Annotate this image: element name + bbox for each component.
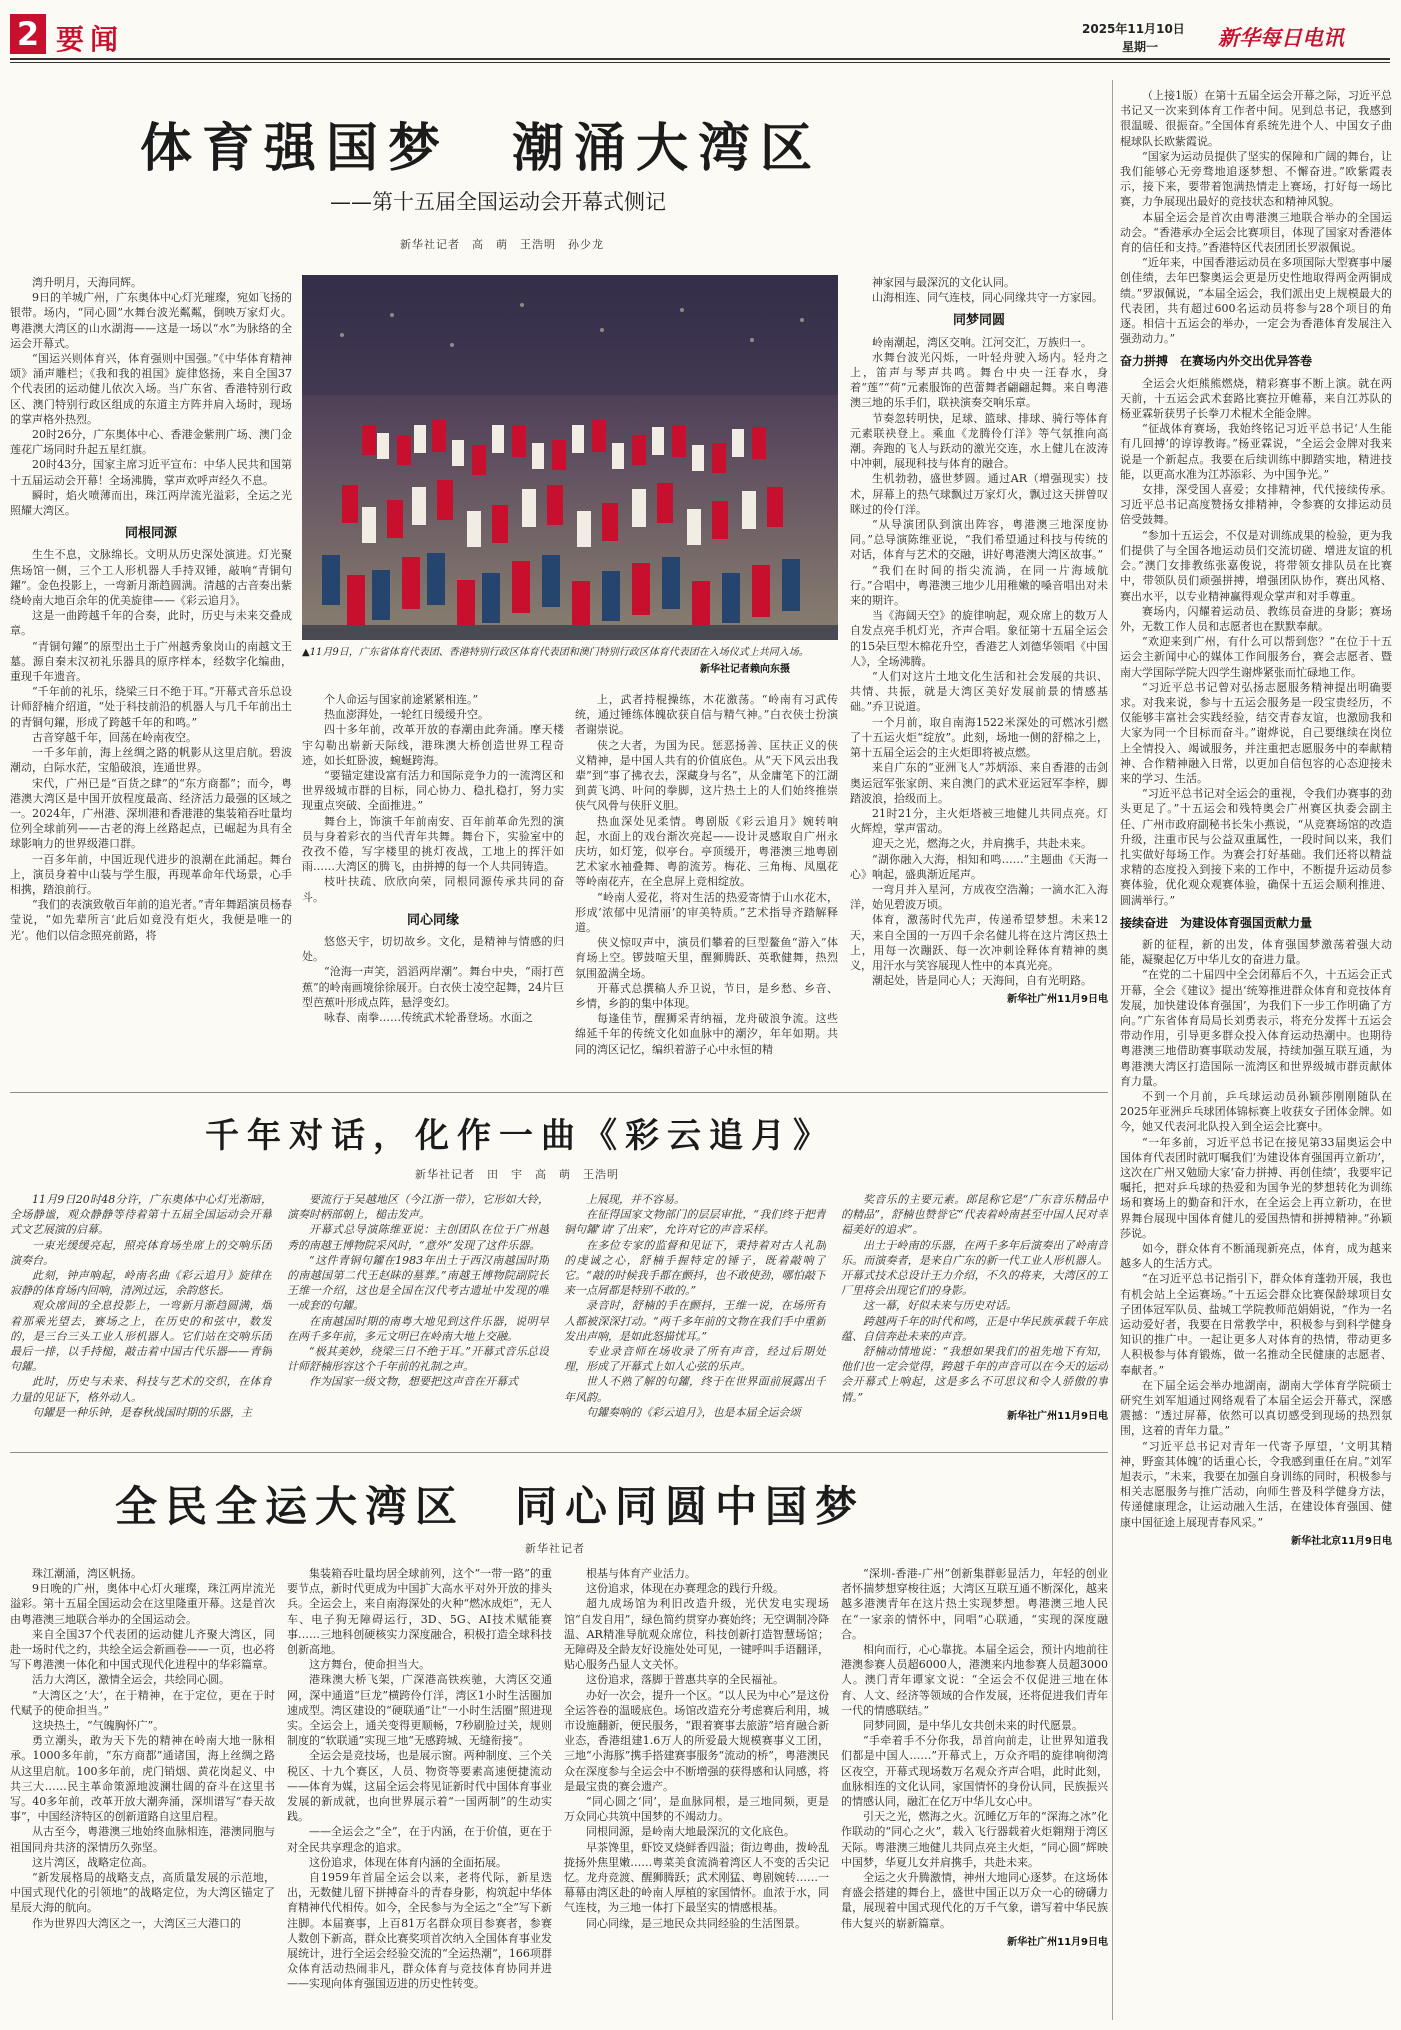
article-paragraph: “岭南人爱花，将对生活的热爱寄情于山水花木，形成‘浓郁中见清丽’的审美特质。”艺术指导齐踏解释道。	[575, 890, 838, 935]
article-paragraph: “欢迎来到广州，有什么可以帮到您？”在位于十五运会主新闻中心的媒体工作间服务台，赛会志愿者、暨南大学国际学院大四学生谢烨紧张而忙碌地工作。	[1120, 635, 1392, 679]
article-paragraph: 来自全国37个代表团的运动健儿齐聚大湾区，同赴一场时代之约，共绘全运会新画卷——一页，也必将写下粤港澳一体化和中国式现代化进程中的华彩篇章。	[10, 1627, 275, 1672]
article-paragraph: 这份追求，体现在体育内涵的全面拓展。	[309, 1855, 507, 1869]
masthead-rule-thin	[10, 62, 1390, 63]
article-paragraph: 奖音乐的主要元素。郎昆称它是“广东音乐精品中的精品”，舒楠也赞誉它“代表着岭南甚至中国人民对幸福美好的追求”。	[841, 1193, 1108, 1237]
article-paragraph: 枝叶扶疏、欣欣向荣，同根同源传承共同的奋斗。	[302, 875, 564, 904]
article-paragraph: 生生不息，文脉绵长。文明从历史深处演进。灯光聚焦场馆一侧，三个工人形机器人手持双锤，敲响“青铜句鑃”。金色投影上，一弯新月渐趋圆满。清越的古音奏出紫绕岭南大地百余年的优美旋律——《彩云追月》。	[10, 548, 292, 608]
article-paragraph: 在征得国家文物部门的层层审批，“我们终于把青铜句鑃‘请’了出来”，允许对它的声音采样。	[564, 1208, 826, 1237]
article-paragraph: 根基与体育产业活力。	[586, 1567, 696, 1580]
article-paragraph: 港珠澳大桥飞架，广深港高铁疾驰，大湾区交通网，深中通道“巨龙”横跨伶仃洋，湾区1小时生活圈加速成型。湾区建设的“硬联通”让“一小时生活圈”照进现实。全运会上，通关变得更顺畅，7秒刷脸过关，规则制度的“软联通”实现三地“无感跨城、无缝衔接”。	[287, 1673, 552, 1748]
article-paragraph: 古音穿越千年，回荡在岭南夜空。	[32, 730, 197, 744]
article-paragraph: 这份追求，落脚于普惠共享的全民福祉。	[586, 1673, 784, 1687]
photo-caption: ▲11月9日，广东省体育代表团、香港特别行政区体育代表团和澳门特别行政区体育代表团在入场仪式上共同入场。	[302, 647, 809, 658]
article-paragraph: 21时21分，主火炬塔被三地健儿共同点亮。灯火辉煌，掌声雷动。	[850, 806, 1108, 836]
article-paragraph: 每逢佳节，醒狮采青纳福，龙舟破浪争流。这些绵延千年的传统文化如血脉中的潮汐，年年如期。共同的湾区记忆，编织着游子心中永恒的精	[575, 1012, 838, 1056]
article-paragraph: 办好一次会，提升一个区。“以人民为中心”是这份全运答卷的温暖底色。场馆改造充分考虑赛后利用，城市设施翻新，便民服务，“跟着赛事去旅游”培育融合新业态，香港组建1.6万人的所爱最大规模赛事义工团，三地“小海豚”携手搭建赛事服务“流动的桥”，粤港澳民众在深度参与全运会中不断增强的获得感和认同感，将是最宝贵的赛会遗产。	[564, 1688, 829, 1793]
article-paragraph: 勇立潮头，敢为天下先的精神在岭南大地一脉相承。1000多年前，“东方商都”通诸国，海上丝绸之路从这里启航。100多年前，虎门销烟、黄花岗起义、中共三大……民主革命策源地波澜壮阔的奋斗在这里书写。40多年前，改革开放大潮奔涌，深圳谱写“春天故事”，中国经济特区的创新道路自这里启程。	[10, 1734, 275, 1824]
article-paragraph: 舒楠动情地说：“我想如果我们的祖先地下有知，他们也一定会觉得，跨越千年的声音可以在今天的运动会开幕式上响起，这是多么不可思议和令人骄傲的事情。”	[841, 1345, 1108, 1404]
article-paragraph: “要锚定建设富有活力和国际竞争力的一流湾区和世界级城市群的目标，同心协力、稳扎稳打，努力实现重点突破、全面推进。”	[302, 769, 564, 813]
article-paragraph: 侠之大者，为国为民。惩恶扬善、匡扶正义的侠义精神，是中国人共有的价值底色。从“天下风云出我辈”到“事了拂衣去，深藏身与名”，从金庸笔下的江湖到黄飞鸿、叶问的拳脚，这片热土上的人们始终推崇侠气风骨与侠肝义胆。	[575, 738, 838, 813]
article-paragraph: 活力大湾区，激情全运会，共绘同心圆。	[32, 1673, 230, 1687]
article-paragraph: 专业录音师在场收录了所有声音，经过后期处理，形成了开幕式上如人心弦的乐声。	[564, 1345, 826, 1374]
article-paragraph: 这份追求，体现在办赛理念的践行升级。	[586, 1582, 784, 1596]
article-paragraph: 这是一曲跨越千年的合奏，此时，历史与未来交叠成章。	[10, 609, 292, 638]
issue-date: 2025年11月10日	[1082, 22, 1185, 36]
article-paragraph: 热血深处见柔情。粤剧版《彩云追月》婉转响起，水面上的戏台渐次亮起——设计灵感取自广州永庆坊，如灯笼，似亭台。亭顶缓开，粤港澳三地粤剧艺术家水袖叠舞、粤韵流芳。梅花、三角梅、凤凰花等岭南花卉，在全息屏上竞相绽放。	[575, 814, 838, 889]
article-paragraph: “我们的表演致敬百年前的追光者。”青年舞蹈演员杨春莹说，“如先辈所言‘此后如竟没有炬火，我便是唯一的光’。他们以信念照亮前路，将	[10, 898, 292, 942]
article-paragraph: 20时26分，广东奥体中心、香港金紫荆广场、澳门金莲花广场同时升起五星红旗。	[10, 428, 292, 457]
article-paragraph: 湾升明月，天海同辉。	[32, 276, 142, 289]
article-paragraph: 如今，群众体育不断涌现新亮点，体育，成为越来越多人的生活方式。	[1120, 1242, 1392, 1271]
dateline-signature: 新华社广州11月9日电	[1007, 1410, 1108, 1422]
article-paragraph: “习近平总书记对全运会的重视，令我们办赛事的劲头更足了。”十五运会和残特奥会广州赛区执委会副主任、广州市政府副秘书长朱小燕说，“从竞赛场馆的改造升级，注重市民与公益双重属性，一段时间以来，我们扎实做好每场工作。为赛会打好基础。我们还将以精益求精的态度投入到接下来的工作中，不断提升运动员参赛体验，优化观众观赛体验，确保十五运会顺利推进、圆满举行。”	[1120, 787, 1392, 907]
article-paragraph: 女排，深受国人喜爱；女排精神，代代接续传承。习近平总书记高度赞扬女排精神，令参赛的女排运动员倍受鼓舞。	[1120, 483, 1392, 527]
article-paragraph: “习近平总书记曾对弘扬志愿服务精神提出明确要求。对我来说，参与十五运会服务是一段宝贵经历，不仅能够丰富社会实践经验，结交青春友谊，也激励我和大家为同一个目标而奋斗。”谢烨说，自己要继续在岗位上全情投入、竭诚服务，并注重把志愿服务中的奉献精神、合作精神融入日常，以更加自信包容的心态迎接未来的学习、生活。	[1120, 680, 1392, 785]
article-paragraph: 早茶馋里，虾饺叉烧鲜香四溢；街边粤曲，拨岭乱拢扬外焦里嫩……粤菜美食流淌着湾区人不变的舌尖记忆。龙舟竞渡、醒狮腾跃；武术刚猛、粤剧婉转……一幕幕由湾区赴的岭南人厚植的家国情怀。血浓于水，同气连枝，为三地一体打下最坚实的情感根基。	[564, 1840, 829, 1915]
article-paragraph: “国家为运动员提供了坚实的保障和广阔的舞台，让我们能够心无旁骛地追逐梦想、不懈奋进。”欧紫霞表示，接下来，要带着饱满热情走上赛场，打好每一场比赛，力争展现出最好的竞技状态和精神风貌。	[1120, 149, 1392, 209]
article-paragraph: “手牵着手不分你我，昂首向前走，让世界知道我们都是中国人……”开幕式上，万众齐唱的旋律响彻湾区夜空，开幕式现场数万名观众齐声合唱，此时此刻，血脉相连的文化认同，家国情怀的身份认同，民族振兴的情感认同，融汇在亿万中华儿女心中。	[841, 1734, 1108, 1809]
article-paragraph: 悠悠天宇，切切故乡。文化，是精神与情感的归处。	[302, 935, 564, 964]
dateline-signature: 新华社广州11月9日电	[1007, 1936, 1108, 1948]
subhead-tongxin: 同心同缘	[406, 912, 459, 928]
article-paragraph: 体育，激荡时代先声，传递希望梦想。未来12天，来自全国的一万四千余名健儿将在这片湾区热土上，用每一次蹦跃、每一次冲刺诠释体育精神的奥义，用汗水与笑容展现人性中的本真光亮。	[850, 913, 1108, 972]
article-paragraph: （上接1版）在第十五届全运会开幕之际，习近平总书记又一次来到体育工作者中间。见到总书记，我感到很温暖、很振奋。”全国体育系统先进个人、中国女子曲棍球队长欧紫霞说。	[1120, 89, 1392, 148]
article-paragraph: 四十多年前，改革开放的春潮由此奔涌。摩天楼宇勾勒出崭新天际线，港珠澳大桥创造世界工程奇迹，如长虹卧波，蜿蜒跨海。	[302, 723, 564, 767]
article-paragraph: 录音时，舒楠的手在颤抖，王维一说，在场所有人都被深深打动。“两千多年前的文物在我们手中重新发出声响，是如此怒描忧耳。”	[564, 1299, 826, 1343]
article-paragraph: 9日晚的广州，奥体中心灯火璀璨，珠江两岸流光溢彩。第十五届全国运动会在这里隆重开幕。这是首次由粤港澳三地联合举办的全国运动会。	[10, 1582, 275, 1626]
story3-column-3	[564, 1566, 829, 2020]
article-paragraph: 相向而行，心心靠拢。本届全运会，预计内地前往港澳参赛人员超6000人，港澳来内地参赛人员超3000人。澳门青年谭家文说：“全运会不仅促进三地在体育、人文、经济等领域的合作发展，还将促进我们青年一代的情感联结。”	[841, 1643, 1108, 1717]
article-paragraph: “一年多前，习近平总书记在接见第33届奥运会中国体育代表团时就叮嘱我们‘为建设体育强国再立新功’，这次在广州又勉励大家‘奋力拼搏、再创佳绩’，我要牢记嘱托，把对乒乓球的热爱和为国争光的梦想转化为训练场和赛场上的勤奋和汗水，在全运会上再立新功，在世界舞台展现中国体育健儿的爱国热情和拼搏精神。”孙颖莎说。	[1120, 1135, 1392, 1240]
article-paragraph: “湖你融入大海，相知和鸣……”主题曲《天海一心》响起，盛典渐近尾声。	[850, 852, 1108, 881]
article-paragraph: 当《海阔天空》的旋律响起，观众席上的数万人自发点亮手机灯光，齐声合唱。象征第十五届全运会的15朵巨型木棉花升空，香港艺人刘德华领唱《中国人》，全场沸腾。	[850, 609, 1108, 668]
article-paragraph: 瞬时，焰火喷薄而出，珠江两岸流光溢彩，全运之光照耀大湾区。	[10, 488, 292, 518]
article-paragraph: “同心圆之‘同’，是血脉同根，是三地同频，更是万众同心共筑中国梦的不竭动力。	[564, 1795, 829, 1824]
story3-headline: 全民全运大湾区 同心同圆中国梦	[115, 1482, 866, 1531]
article-paragraph: 这一幕，好似未来与历史对话。	[863, 1299, 1017, 1313]
section-title: 要闻	[56, 23, 125, 56]
issue-weekday: 星期一	[1122, 40, 1159, 54]
article-paragraph: “征战体育赛场，我始终铭记习近平总书记‘人生能有几回搏’的谆谆教诲。”杨亚霖说，“全运会金牌对我来说是一个新起点。我要在后续训练中脚踏实地，精进技能，以更高水准为江苏添彩、为中国争光。”	[1120, 422, 1392, 481]
article-paragraph: “国运兴则体育兴，体育强则中国强。”《中华体育精神颂》涌声雕栏；《我和我的祖国》旋律悠扬，来自全国37个代表团的运动健儿依次入场。当广东省、香港特别行政区、澳门特别行政区组成的东道主方阵并肩入场时，现场的掌声格外热烈。	[10, 352, 292, 426]
article-paragraph: 本届全运会是首次由粤港澳三地联合举办的全国运动会。“香港承办全运会比赛项目，体现了国家对香港体育的信任和支持。”香港特区代表团团长罗淑佩说。	[1120, 210, 1392, 255]
article-paragraph: 句鑃是一种乐钟，是春秋战国时期的乐器，主	[32, 1405, 252, 1419]
article-paragraph: 出土于岭南的乐器，在两千多年后演奏出了岭南音乐。而演奏者，是来自广东的新一代工业人形机器人。开幕式技术总设计王力介绍，不久的将来，大湾区的工厂里将会出现它们的身影。	[841, 1238, 1108, 1298]
article-paragraph: 开幕式总导演陈维亚说：主创团队在位于广州越秀的南越王博物院采风时，“意外”发现了这件乐器。	[287, 1223, 549, 1252]
article-paragraph: 一千多年前，海上丝绸之路的帆影从这里启航。碧波潮动，白际水茫，宝船破浪，连通世界。	[10, 746, 292, 775]
article-paragraph: 开幕式总撰稿人乔卫说，节日，是乡愁、乡音、乡情，乡韵的集中体现。	[575, 981, 838, 1011]
article-paragraph: “从导演团队到演出阵容，粤港澳三地深度协同。”总导演陈维亚说，“我们希望通过科技与传统的对话，体育与艺术的交融，讲好粤港澳大湾区故事。”	[850, 518, 1108, 562]
story2-column-4	[841, 1192, 1108, 1442]
article-paragraph: 句鑃奏响的《彩云追月》，也是本届全运会颂	[586, 1405, 801, 1419]
story2-byline: 新华社记者 田 宇 高 萌 王浩明	[415, 1168, 619, 1181]
article-paragraph: ——全运会之“全”，在于内涵，在于价值，更在于对全民共享理念的追求。	[287, 1825, 552, 1854]
article-paragraph: 生机勃勃，盛世梦圆。通过AR（增强现实）技术，屏幕上的热气球飘过万家灯火，飘过这天拼曾叹眯过的伶仃洋。	[850, 472, 1108, 516]
article-paragraph: 引天之光，燃海之火。沉睡亿万年的“深海之冰”化作联动的“同心之火”，载入飞行器载着火炬翱翔于湾区天际。粤港澳三地健儿共同点亮主火炬，“同心圆”辉映中国梦，华夏儿女并肩携手，共赴未来。	[841, 1810, 1108, 1869]
article-paragraph: 世人不熟了解的句鑃，终于在世界面前展露出千年风韵。	[564, 1375, 826, 1404]
article-paragraph: 这方舞台，使命担当大。	[309, 1658, 430, 1672]
section-divider	[10, 1092, 1108, 1093]
article-paragraph: 来自广东的“亚洲飞人”苏炳添、来自香港的击剑奥运冠军张家朗、来自澳门的武术亚运冠军李梓，脚踏波浪，拾级而上。	[850, 761, 1108, 805]
article-paragraph: 迎天之光，燃海之火，并肩携手，共赴未来。	[872, 837, 1092, 851]
article-paragraph: 作为国家一级文物，想要把这声音在开幕式	[309, 1375, 518, 1389]
story1-column-2	[302, 692, 564, 1083]
column-divider	[1112, 80, 1113, 2020]
story1-column-4	[850, 275, 1108, 1083]
story1-column-3	[575, 692, 838, 1083]
article-paragraph: 赛场内，闪耀着运动员、教练员奋进的身影；赛场外，无数工作人员和志愿者也在默默奉献。	[1120, 604, 1392, 633]
story3-column-2	[287, 1566, 552, 2020]
article-paragraph: 集装箱吞吐量均居全球前列，这个“一带一路”的重要节点，新时代更成为中国扩大高水平对外开放的排头兵。全运会上，来自南海深处的火种“燃冰成炬”，无人车、电子狗无障碍运行，3D、5G、AI技术赋能赛事……三地科创硬核实力深度融合，积极打造全球科技创新高地。	[287, 1567, 552, 1657]
article-paragraph: “新发展格局的战略支点，高质量发展的示范地，中国式现代化的引领地”的战略定位，为大湾区锚定了星辰大海的航向。	[10, 1871, 275, 1915]
story2-column-3	[564, 1192, 826, 1442]
article-paragraph: 作为世界四大湾区之一，大湾区三大港口的	[32, 1916, 241, 1930]
article-paragraph: 跨越两千年的时代和鸣，正是中华民族承载千年底蕴、自信奔赴未来的声音。	[841, 1314, 1108, 1343]
article-paragraph: 一个月前，取自南海1522米深处的可燃冰引燃了十五运火炬“绽放”。此刻，场地一侧的舒棉之上，第十五届全运会的主火炬即将被点燃。	[850, 715, 1108, 760]
masthead-rule	[10, 58, 1390, 60]
story1-headline: 体育强国梦 潮涌大湾区	[140, 118, 823, 179]
article-paragraph: 不到一个月前，乒乓球运动员孙颖莎刚刚随队在2025年亚洲乒乓球团体锦标赛上收获女子团体金牌。如今，她又代表河北队投入到全运会比赛中。	[1120, 1090, 1392, 1134]
article-paragraph: “千年前的礼乐，绕梁三日不绝于耳。”开幕式音乐总设计师舒楠介绍道，“处于科技前沿的机器人与几千年前出土的青铜句鑃，形成了跨越千年的和鸣。”	[10, 685, 292, 729]
article-paragraph: “近年来，中国香港运动员在多项国际大型赛事中屡创佳绩，去年巴黎奥运会更是历史性地取得两金两铜成绩。”罗淑佩说，“本届全运会，我们派出史上规模最大的代表团，共有超过600名运动员将参与28个项目的角逐。相信十五运会的举办，一定会为香港体育发展注入强劲动力。”	[1120, 256, 1392, 346]
story2-column-1	[10, 1192, 272, 1442]
article-paragraph: 全运之火升腾激情，神州大地同心逐梦。在这场体育盛会搭建的舞台上，盛世中国正以万众一心的磅礴力量，展现着中国式现代化的万千气象，谱写着中华民族伟大复兴的崭新篇章。	[841, 1871, 1108, 1930]
subhead-tonggen: 同根同源	[124, 526, 177, 542]
article-paragraph: 这片湾区，战略定位高。	[32, 1855, 153, 1869]
article-paragraph: 全运会是竞技场，也是展示窗。两种制度、三个关税区、十九个赛区，人员、物资等要素高速便捷流动——体育为媒，这届全运会将见证新时代中国体育事业发展的新成就，也向世界展示着“一国两制”的生动实践。	[287, 1749, 552, 1824]
article-paragraph: 珠江潮涌，湾区帆扬。	[32, 1567, 142, 1580]
subhead-fendou: 奋力拼搏 在赛场内外交出优异答卷	[1120, 354, 1313, 369]
article-paragraph: “在党的二十届四中全会闭幕后不久，十五运会正式开幕，全会《建议》提出‘统筹推进群众体育和竞技体育发展，加快建设体育强国’，为我们下一步工作明确了方向。”广东省体育局局长刘勇表示，将充分发挥十五运会带动作用，引导更多群众投入体育运动热潮中。也期待粤港澳三地借助赛事联动发展，持续加强互联互通，为粤港澳大湾区打造国际一流湾区和世界级城市群贡献体育力量。	[1120, 968, 1392, 1088]
article-paragraph: 这块热土，“气魄胸怀广”。	[32, 1719, 165, 1733]
continued-article-column	[1120, 88, 1392, 2020]
article-paragraph: “极其美妙，绕梁三日不绝于耳。”开幕式音乐总设计师舒楠形容这个千年前的礼制之声。	[287, 1345, 549, 1374]
article-paragraph: 节奏忽转明快，足球、篮球、排球、骑行等体育元素联袂登上。乘血《龙腾伶仃洋》等气氛推向高潮。奔跑的飞人与跃动的激光交连，水上健儿在波涛中冲刺，展现科技与体育的融合。	[850, 411, 1108, 471]
article-paragraph: 此时，历史与未来、科技与艺术的交织，在体育力量的见证下，格外动人。	[10, 1375, 272, 1404]
article-paragraph: “大湾区之‘大’，在于精神，在于定位，更在于时代赋予的使命担当。”	[10, 1688, 275, 1717]
article-paragraph: “在习近平总书记指引下，群众体育蓬勃开展，我也有机会站上全运赛场。”十五运会群众比赛保龄球项目女子团体冠军队员、盐城工学院教师范娟娟说，“作为一名运动爱好者，我要在日常教学中，积极参与到科学健身知识的推广中。一起让更多人对体育的热情，带动更多人积极参与体育锻炼，做一名推动全民健康的志愿者、奉献者。”	[1120, 1272, 1392, 1377]
photo-credit: 新华社记者赖向东摄	[700, 664, 790, 675]
stadium-parade-image	[302, 275, 838, 640]
article-paragraph: “深圳-香港-广州”创新集群彰显活力，年轻的创业者怀揣梦想穿梭往返；大湾区互联互通不断深化，越来越多港澳青年在这片热土实现梦想。粤港澳三地人民在“一家亲的情怀中，同唱”心联通，“实现的深度融合。	[841, 1567, 1108, 1641]
article-paragraph: 上，武者持棍操练，木花激荡。“岭南有习武传统，通过锤练体魄砍获自信与精气神。”白衣侠士扮演者谢崇说。	[575, 693, 838, 737]
article-paragraph: “习近平总书记对青年一代寄予厚望，‘文明其精神，野蛮其体魄’的话重心长，令我感到重任在肩。”刘军旭表示，“未来，我要在加强自身训练的同时，积极参与相关志愿服务与推广活动，向师生普及科学健身方法，传递健康理念，让运动融入生活，在建设体育强国、健康中国征途上展现青春风采。”	[1120, 1439, 1392, 1529]
story1-byline: 新华社记者 高 萌 王浩明 孙少龙	[400, 238, 604, 251]
story1-subhead: ——第十五届全国运动会开幕式侧记	[330, 190, 666, 214]
article-paragraph: 热血澎湃处，一轮红日缓缓升空。	[324, 708, 489, 722]
article-paragraph: 同梦同圆，是中华儿女共创未来的时代愿景。	[863, 1719, 1083, 1733]
dateline-signature: 新华社北京11月9日电	[1291, 1535, 1392, 1547]
article-paragraph: 一束光缓缓亮起，照亮体育场坐席上的交响乐团演奏台。	[10, 1238, 272, 1267]
article-paragraph: 神家园与最深沉的文化认同。	[872, 276, 1015, 289]
article-paragraph: 在南越国时期的南粤大地见到这件乐器，说明早在两千多年前，多元文明已在岭南大地上交融。	[287, 1314, 549, 1343]
article-paragraph: 山海相连、同气连枝，同心同缘共守一方家园。	[872, 291, 1103, 305]
story3-byline: 新华社记者	[525, 1542, 585, 1555]
article-paragraph: 新的征程，新的出发，体育强国梦激荡着强大动能，凝聚起亿万中华儿女的奋进力量。	[1120, 937, 1392, 967]
article-paragraph: 要流行于吴越地区（今江浙一带），它形如大铃，演奏时柄部朝上，槌击发声。	[287, 1193, 549, 1222]
article-paragraph: 此刻，钟声响起，岭南名曲《彩云追月》旋律在寂静的体育场内回响，清冽过远，余韵悠长。	[10, 1269, 272, 1298]
article-paragraph: 全运会火炬熊熊燃烧，精彩赛事不断上演。就在两天前，十五运会武术套路比赛拉开帷幕，来自江苏队的杨亚霖斩获男子长拳刀术棍术全能金牌。	[1120, 376, 1392, 421]
article-paragraph: 水舞台波光闪烁，一叶轻舟驶入场内。轻舟之上，笛声与琴声共鸣。舞台中央一汪春水，身着“莲”“荷”元素服饰的芭蕾舞者翩翩起舞。来自粤港澳三地的乐手们，联袂演奏交响乐章。	[850, 350, 1108, 410]
story2-column-2	[287, 1192, 549, 1442]
article-paragraph: 舞台上，饰演千年前南安、百年前革命先烈的演员与身着彩衣的当代青年共舞。舞台下，实验室中的孜孜不倦，写字楼里的挑灯夜战，工地上的挥汗如雨……大湾区的腾飞，由拼搏的每一个人共同铸造。	[302, 814, 564, 874]
newspaper-brand-logo: 新华每日电讯	[1218, 25, 1344, 50]
article-paragraph: “沧海一声笑，滔滔两岸潮”。舞台中央，“雨打芭蕉”的岭南画境徐徐展开。白衣侠士凌空起舞，24片巨型芭蕉叶形成点阵，悬浮变幻。	[302, 965, 564, 1009]
article-paragraph: 上展现，并不容易。	[586, 1193, 685, 1206]
article-paragraph: 超九成场馆为利旧改造升级，光伏发电实现场馆“自发自用”，绿色简约贯穿办赛始终；无空调制冷降温、AR精准导航观众席位，科技创新打造智慧场馆；无障碍及全龄友好设施处处可见，一键呼叫手语翻译，贴心服务凸显人文关怀。	[564, 1597, 829, 1672]
article-paragraph: 岭南潮起，湾区交响。江河交汇，万族归一。	[872, 335, 1092, 349]
page-number-badge: 2	[10, 14, 46, 54]
article-paragraph: 潮起处，皆是同心人；天海间，自有光明路。	[872, 974, 1092, 988]
article-paragraph: 侠义惊叹声中，演员们攀着的巨型鳌鱼“游入”体育场上空。锣鼓喧天里，醒狮腾跃、英歌健舞，热烈氛围盈满全场。	[575, 936, 838, 980]
opening-ceremony-photo	[302, 275, 838, 640]
article-paragraph: 9日的羊城广州，广东奥体中心灯光璀璨，宛如飞扬的银带。场内，“同心圆”水舞台波光粼粼，倒映万家灯火。粤港澳大湾区的山水湖海——这是一场以“水”为脉络的全运会开幕式。	[10, 291, 292, 350]
subhead-tongmeng: 同梦同圆	[952, 313, 1005, 329]
article-paragraph: 从古至今，粤港澳三地始终血脉相连，港澳同胞与祖国同舟共济的深情历久弥坚。	[10, 1825, 275, 1854]
article-paragraph: 自1959年首届全运会以来，老将代际，新星迭出，无数健儿留下拼搏奋斗的青春身影，构筑起中华体育精神代代相传。如今，全民参与为全运之“全”写下新注脚。本届赛事，上百81万名群众项目参赛者，参赛人数创下新高，群众比赛奖项首次纳入全国体育事业发展统计，进行全运会经验交流的“全运热潮”，166项群众体育活动热闹非凡，群众体育与竞技体育协同并进——实现向体育强国迈进的历史性转变。	[287, 1871, 552, 1991]
article-paragraph: “这件青铜句鑃在1983年出土于西汉南越国时期的南越国第二代王赵眛的墓葬。”南越王博物院副院长王维一介绍，这也是全国在汉代考古遗址中发现的唯一成套的句鑃。	[287, 1253, 549, 1313]
article-paragraph: 一百多年前，中国近现代进步的浪潮在此涌起。舞台上，演员身着中山装与学生服，再现革命年代场景，心手相携，踏浪前行。	[10, 852, 292, 896]
article-paragraph: “参加十五运会，不仅是对训练成果的检验，更为我们提供了与全国各地运动员们交流切磋、增进友谊的机会。”澳门女排教练张嘉俊说，将带领女排队员在比赛中，带领队员们顽强拼搏，增强团队协作，赛出风格、赛出水平，以专业精神赢得观众掌声和对手尊重。	[1120, 528, 1392, 603]
story1-column-1	[10, 275, 292, 1083]
article-paragraph: 观众席间的全息投影上，一弯新月渐趋圆满，烟着那乘光望去，赛场之上，在历史的和弦中，数发的，是三台三头工业人形机器人。它们站在交响乐团最后一排，以手持槌，敲击着中国古代乐器——青铜句鑃。	[10, 1299, 272, 1374]
article-paragraph: 20时43分，国家主席习近平宣布：中华人民共和国第十五届运动会开幕！全场沸腾，掌声欢呼声经久不息。	[10, 458, 292, 487]
article-paragraph: “青铜句鑃”的原型出土于广州越秀象岗山的南越文王墓。源自秦末汉初礼乐器具的原序样本，经数字化编曲，重现千年遗音。	[10, 639, 292, 684]
article-paragraph: 咏春、南拳……传统武术轮番登场。水面之	[324, 1011, 533, 1025]
article-paragraph: 个人命运与国家前途紧紧相连。”	[324, 693, 479, 706]
story3-column-1	[10, 1566, 275, 2020]
dateline-signature: 新华社广州11月9日电	[1007, 994, 1108, 1006]
section-divider	[10, 1452, 1108, 1453]
article-paragraph: 同心同缘，是三地民众共同经验的生活图景。	[586, 1916, 806, 1930]
article-paragraph: 在下届全运会举办地湖南，湖南大学体育学院硕士研究生刘军旭通过网络观看了本届全运会开幕式，深感震撼：“透过屏幕，依然可以真切感受到现场的热烈氛围，这着的青年力量。”	[1120, 1378, 1392, 1438]
story2-headline: 千年对话，化作一曲《彩云追月》	[205, 1116, 835, 1156]
article-paragraph: 一弯月并入星河，方成夜空浩瀚；一滴水汇入海洋，始见碧波万顷。	[850, 882, 1108, 912]
story3-column-4	[841, 1566, 1108, 2020]
article-paragraph: 在多位专家的监督和见证下，秉持着对古人礼制的虔诚之心，舒楠手握特定的锤子，既着敲响了它。“敲的时候我手都在颤抖，也不敢使劲，哪怕敲下来一点屑都是特别不敢的。”	[564, 1238, 826, 1298]
subhead-chixu: 接续奋进 为建设体育强国贡献力量	[1120, 915, 1313, 930]
article-paragraph: 宋代，广州已是“百货之肆”的“东方商都”；而今，粤港澳大湾区是中国开放程度最高、经济活力最强的区域之一。2024年，广州港、深圳港和香港港的集装箱吞吐量均位列全球前列——古老的海上丝路起点，已崛起为具有全球影响力的世界级港口群。	[10, 776, 292, 851]
article-paragraph: “我们在时间的指尖流淌，在同一片海域航行。”合唱中，粤港澳三地少儿用稚嫩的嗓音唱出对未来的期许。	[850, 563, 1108, 608]
article-paragraph: “人们对这片土地文化生活和社会发展的共识、共情、共振，就是大湾区美好发展前景的情感基础。”乔卫说道。	[850, 670, 1108, 714]
article-paragraph: 同根同源，是岭南大地最深沉的文化底色。	[586, 1825, 795, 1839]
article-paragraph: 11月9日20时48分许，广东奥体中心灯光渐暗，全场静谧，观众静静等待着第十五届全国运动会开幕式文艺展演的启幕。	[10, 1193, 272, 1237]
